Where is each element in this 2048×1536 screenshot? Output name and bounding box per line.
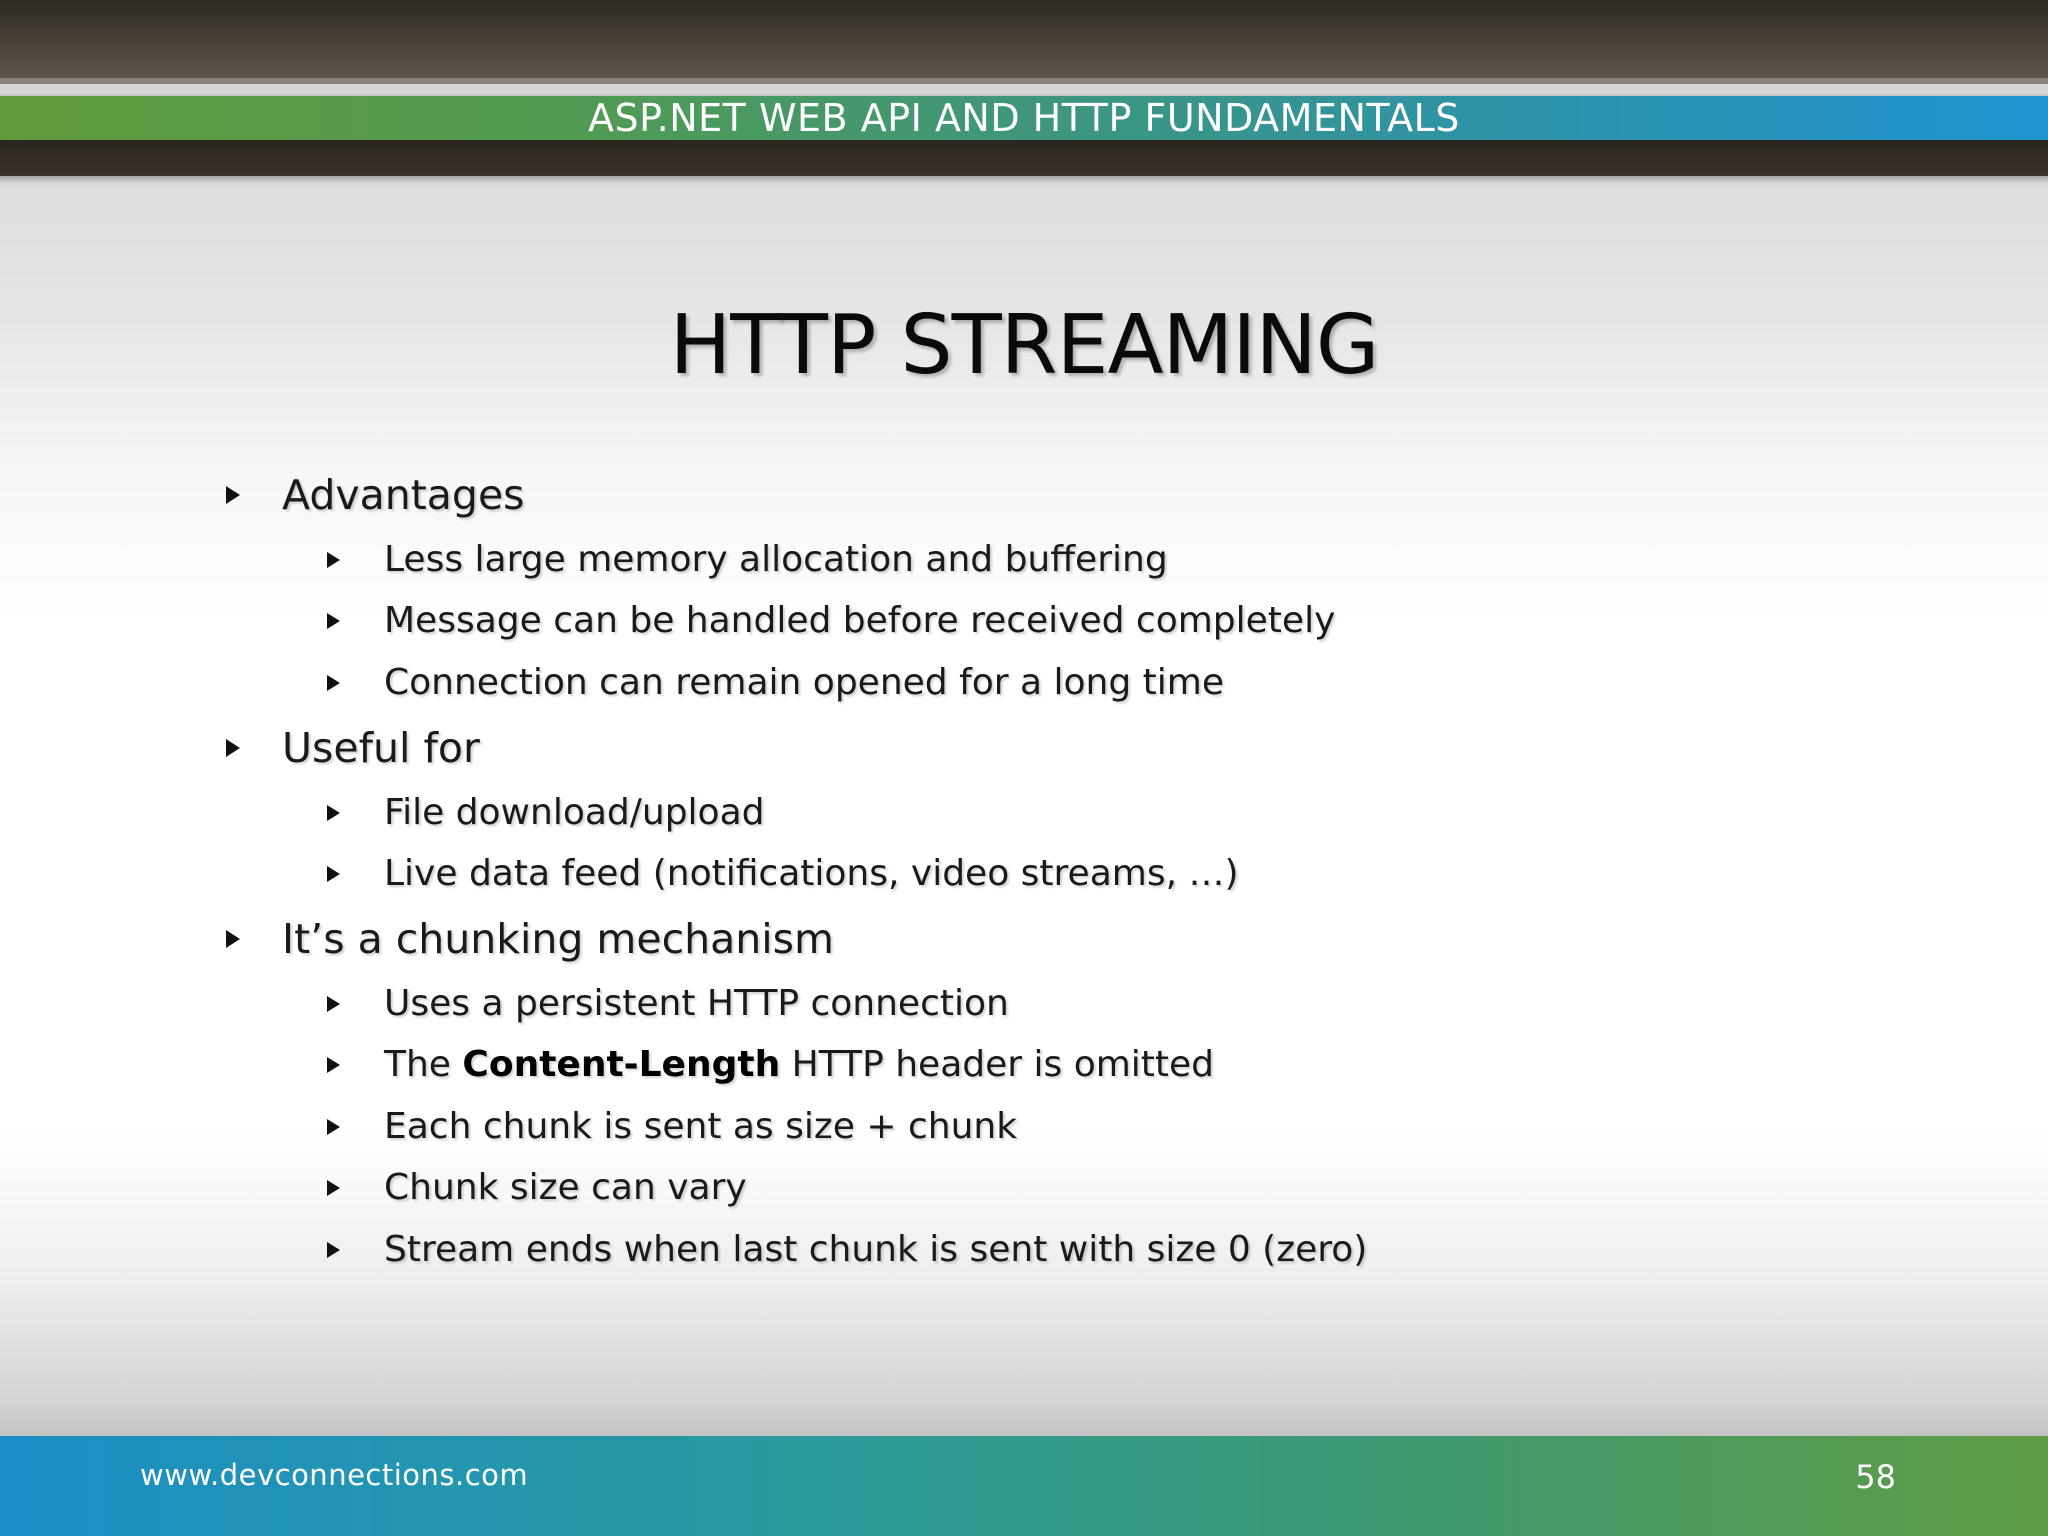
sub-bullet-text: Message can be handled before received completely bbox=[384, 600, 1336, 641]
sub-bullet bbox=[384, 1227, 1367, 1273]
sub-bullet-prefix: The bbox=[384, 1044, 451, 1085]
slide-title: HTTP STREAMING bbox=[669, 298, 1379, 393]
sub-bullet-text: Connection can remain opened for a long time bbox=[384, 662, 1225, 703]
sub-bullet-suffix: HTTP header is omitted bbox=[791, 1044, 1215, 1085]
triangle-right-icon bbox=[327, 1057, 340, 1073]
triangle-right-icon bbox=[327, 1242, 340, 1258]
sub-bullet-text: Stream ends when last chunk is sent with size 0 (zero) bbox=[384, 1229, 1368, 1270]
bullet-label: Advantages bbox=[282, 471, 525, 519]
footer-bar bbox=[0, 1436, 2048, 1536]
triangle-right-icon bbox=[226, 930, 240, 948]
bullet-label: Useful for bbox=[282, 724, 480, 772]
sub-bullet-text: File download/upload bbox=[384, 792, 765, 833]
triangle-right-icon bbox=[327, 996, 340, 1012]
sub-bullet bbox=[384, 851, 1239, 897]
sub-bullet bbox=[384, 790, 765, 836]
bullet-useful-for bbox=[282, 723, 480, 773]
sub-bullet-text: Each chunk is sent as size + chunk bbox=[384, 1106, 1018, 1147]
triangle-right-icon bbox=[226, 739, 240, 757]
triangle-right-icon bbox=[327, 805, 340, 821]
sub-bullet bbox=[384, 598, 1335, 644]
sub-bullet bbox=[384, 981, 1009, 1027]
sub-bullet bbox=[384, 1104, 1017, 1150]
sub-bullet-text: Less large memory allocation and buffering bbox=[384, 539, 1168, 580]
triangle-right-icon bbox=[327, 675, 340, 691]
triangle-right-icon bbox=[226, 486, 240, 504]
content-length-term: Content-Length bbox=[462, 1044, 781, 1085]
bullet-advantages bbox=[282, 470, 525, 520]
sub-bullet bbox=[384, 537, 1168, 583]
sub-bullet-text: Chunk size can vary bbox=[384, 1167, 747, 1208]
triangle-right-icon bbox=[327, 1119, 340, 1135]
page-number: 58 bbox=[1855, 1458, 1896, 1496]
triangle-right-icon bbox=[327, 1180, 340, 1196]
sub-bullet bbox=[384, 660, 1224, 706]
sub-bullet-text: Live data feed (notifications, video streams, …) bbox=[384, 853, 1239, 894]
triangle-right-icon bbox=[327, 552, 340, 568]
sub-bullet bbox=[384, 1165, 747, 1211]
footer-url: www.devconnections.com bbox=[140, 1458, 529, 1492]
course-title: ASP.NET WEB API AND HTTP FUNDAMENTALS bbox=[588, 96, 1460, 140]
sub-bullet-text: Uses a persistent HTTP connection bbox=[384, 983, 1009, 1024]
sub-bullet bbox=[384, 1042, 1214, 1088]
bullet-chunking bbox=[282, 914, 834, 964]
triangle-right-icon bbox=[327, 613, 340, 629]
triangle-right-icon bbox=[327, 866, 340, 882]
bullet-label: It’s a chunking mechanism bbox=[282, 915, 834, 963]
